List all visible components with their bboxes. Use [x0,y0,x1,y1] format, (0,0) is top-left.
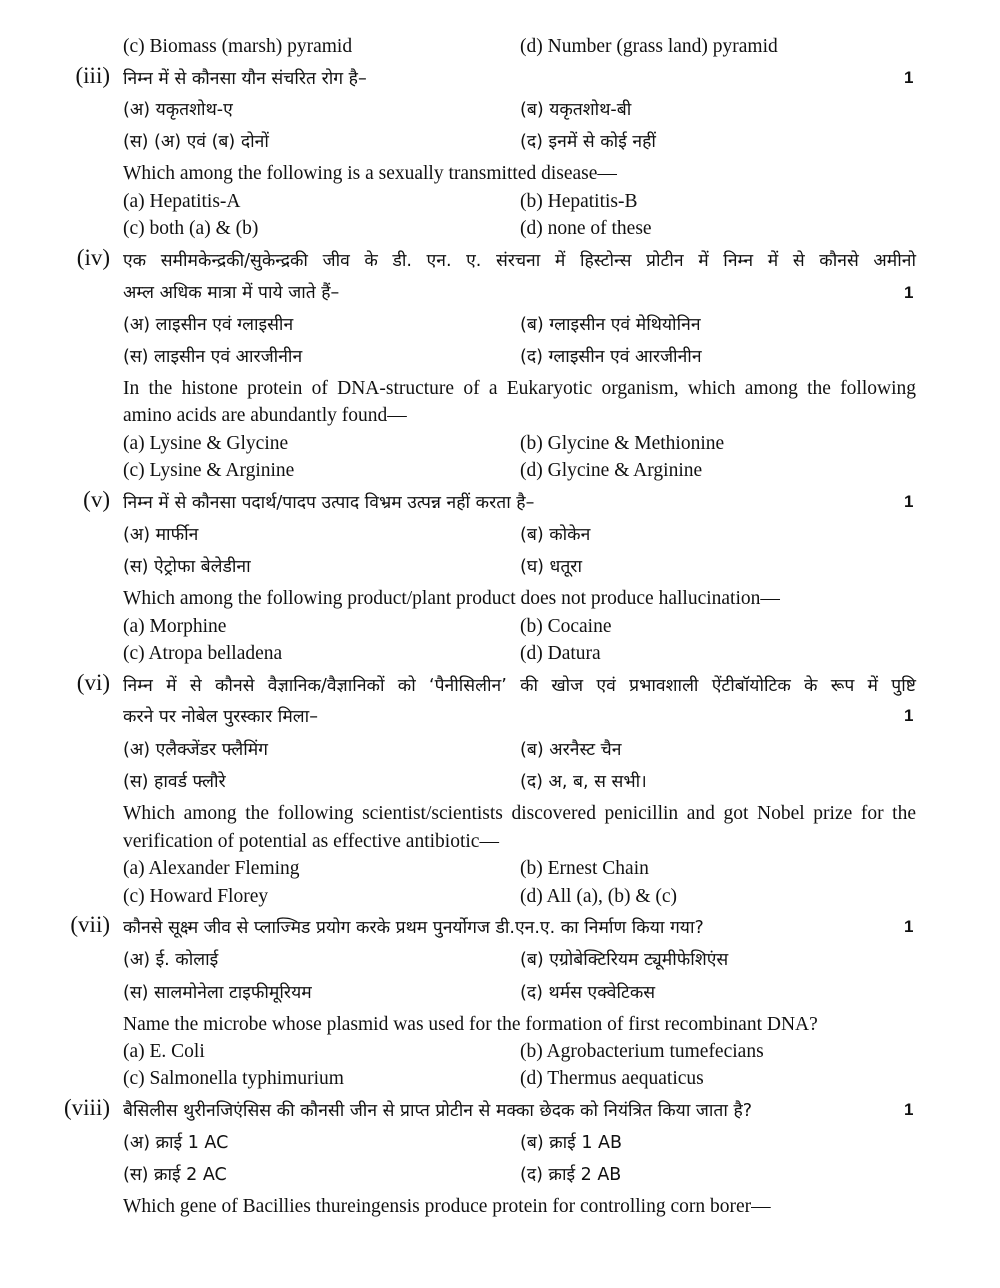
option-hindi-d: (घ) धतूरा [520,557,582,577]
question-english: Which among the following product/plant product does not produce hallucination— [123,588,780,609]
option-hindi-d: (द) क्राई 2 AB [520,1165,622,1185]
option-hindi-c: (स) ऐट्रोफा बेलेडीना [123,557,251,577]
question-hindi-cont: करने पर नोबेल पुरस्कार मिला– [123,707,318,727]
option-hindi-d: (द) इनमें से कोई नहीं [520,132,656,152]
option-english-a: (a) Hepatitis-A [123,191,241,212]
option-hindi-b: (ब) एग्रोबेक्टिरियम ट्यूमीफेशिएंस [520,950,729,970]
question-hindi: कौनसे सूक्ष्म जीव से प्लाज्मिड प्रयोग करके प्रथम पुनर्योगज डी.एन.ए. का निर्माण किया गया? [123,918,704,938]
option-english-b: (b) Agrobacterium tumefecians [520,1041,764,1062]
option-english-d: (d) Datura [520,643,601,664]
question-number: (viii) [64,1095,110,1120]
question-english: Name the microbe whose plasmid was used for the formation of first recombinant DNA? [123,1014,818,1035]
question-hindi: निम्न में से कौनसा यौन संचरित रोग है– [123,69,367,89]
option-english-c: (c) Atropa belladena [123,643,283,664]
option-hindi-b: (ब) कोकेन [520,525,591,545]
question-number: (vi) [76,670,110,695]
option-english-d: (d) All (a), (b) & (c) [520,886,678,907]
question-hindi: निम्न में से कौनसा पदार्थ/पादप उत्पाद विभ्रम उत्पन्न नहीं करता है– [123,493,535,513]
option-english-b: (b) Ernest Chain [520,858,649,879]
option-hindi-d: (द) ग्लाइसीन एवं आरजीनीन [520,347,702,367]
option-english-b: (b) Glycine & Methionine [520,433,725,454]
option-hindi-c: (स) सालमोनेला टाइफीमूरियम [123,983,312,1003]
question-english-cont: amino acids are abundantly found— [123,405,407,426]
question-number: (iii) [75,63,110,88]
question-marks: 1 [904,492,914,511]
option-english-d: (d) none of these [520,218,652,239]
question-english: Which among the following scientist/scientists discovered penicillin and got Nobel prize for the [123,803,916,824]
option-hindi-d: (द) थर्मस एक्वेटिकस [520,983,656,1003]
option-hindi-d: (द) अ, ब, स सभी। [520,772,647,792]
option-english-a: (a) Alexander Fleming [123,858,300,879]
option-english-c: (c) Salmonella typhimurium [123,1068,344,1089]
option-english-c: (c) both (a) & (b) [123,218,259,239]
option-hindi-b: (ब) ग्लाइसीन एवं मेथियोनिन [520,315,701,335]
question-number: (v) [83,487,110,512]
question-hindi-cont: अम्ल अधिक मात्रा में पाये जाते हैं– [123,283,340,303]
option-hindi-a: (अ) मार्फीन [123,525,199,545]
option-hindi-b: (ब) क्राई 1 AB [520,1133,623,1153]
option-hindi-a: (अ) लाइसीन एवं ग्लाइसीन [123,315,294,335]
option-english-c: (c) Howard Florey [123,886,269,907]
question-english: Which among the following is a sexually transmitted disease— [123,163,617,184]
option-english-c: (c) Lysine & Arginine [123,460,295,481]
question-hindi: बैसिलीस थुरीनजिएंसिस की कौनसी जीन से प्राप्त प्रोटीन से मक्का छेदक को नियंत्रित किया जाता है? [123,1101,753,1121]
question-number: (vii) [70,912,110,937]
option-hindi-b: (ब) यकृतशोथ-बी [520,100,632,120]
option-english-a: (a) E. Coli [123,1041,205,1062]
option-english-b: (b) Cocaine [520,616,612,637]
option-hindi-a: (अ) ई. कोलाई [123,950,219,970]
option-english-d: (d) Glycine & Arginine [520,460,703,481]
option-hindi-c: (स) क्राई 2 AC [123,1165,227,1185]
option-hindi-b: (ब) अरनैस्ट चैन [520,740,622,760]
option-english-a: (a) Morphine [123,616,227,637]
question-marks: 1 [904,68,914,87]
option-hindi-a: (अ) यकृतशोथ-ए [123,100,233,120]
question-marks: 1 [904,1100,914,1119]
option-english-b: (b) Hepatitis-B [520,191,638,212]
question-marks: 1 [904,706,914,725]
question-english: Which gene of Bacillies thureingensis produce protein for controlling corn borer— [123,1196,771,1217]
option-english-a: (a) Lysine & Glycine [123,433,289,454]
question-number: (iv) [76,245,110,270]
option-hindi-a: (अ) एलैक्जेंडर फ्लैमिंग [123,740,269,760]
prev-option-c: (c) Biomass (marsh) pyramid [123,36,353,57]
question-hindi: एक समीमकेन्द्रकी/सुकेन्द्रकी जीव के डी. एन. ए. संरचना में हिस्टोन्स प्रोटीन में निम्न में से कौनसे अमीनो [123,251,916,271]
option-hindi-a: (अ) क्राई 1 AC [123,1133,229,1153]
question-hindi: निम्न में से कौनसे वैज्ञानिक/वैज्ञानिकों को ‘पैनीसिलीन’ की खोज एवं प्रभावशाली ऐंटीबॉयोटिक के रूप में पुष्टि [123,676,916,696]
question-english: In the histone protein of DNA-structure of a Eukaryotic organism, which among the following [123,378,916,399]
question-english-cont: verification of potential as effective antibiotic— [123,831,499,852]
question-marks: 1 [904,917,914,936]
option-hindi-c: (स) (अ) एवं (ब) दोनों [123,132,269,152]
option-hindi-c: (स) लाइसीन एवं आरजीनीन [123,347,303,367]
option-english-d: (d) Thermus aequaticus [520,1068,704,1089]
question-marks: 1 [904,283,914,302]
option-hindi-c: (स) हावर्ड फ्लौरे [123,772,226,792]
prev-option-d: (d) Number (grass land) pyramid [520,36,778,57]
